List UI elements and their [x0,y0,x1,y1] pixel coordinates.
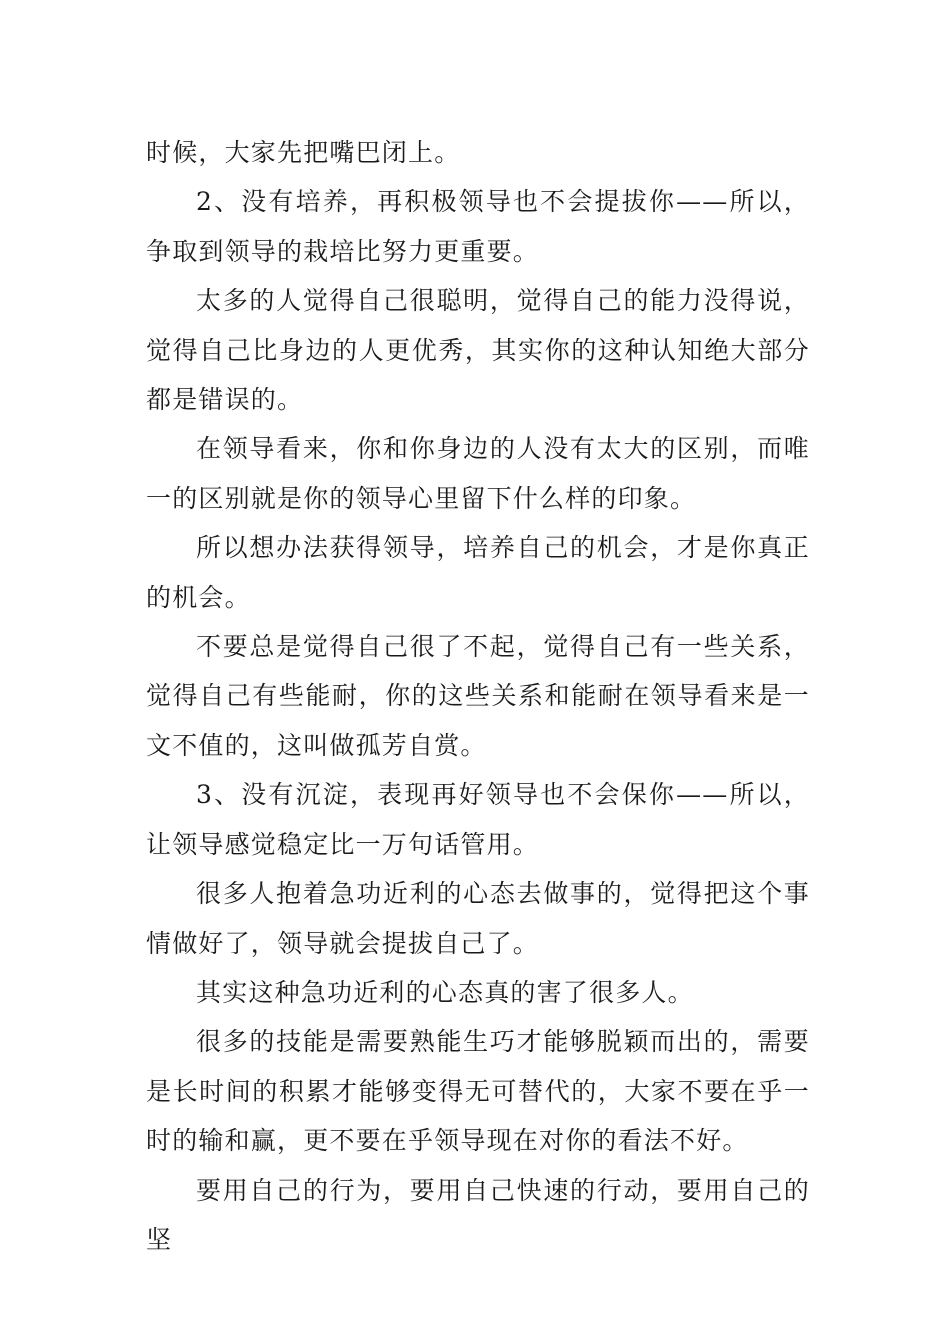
paragraph-continued: 时候，大家先把嘴巴闭上。 [146,138,461,167]
paragraph: 很多人抱着急功近利的心态去做事的，觉得把这个事情做好了，领导就会提拔自己了。 [146,879,810,958]
paragraph: 不要总是觉得自己很了不起，觉得自己有一些关系，觉得自己有些能耐，你的这些关系和能耐在领导看来是一文不值的，这叫做孤芳自赏。 [146,632,810,760]
paragraph-point-2: 2、没有培养，再积极领导也不会提拔你——所以，争取到领导的栽培比努力更重要。 [146,187,810,266]
paragraph: 很多的技能是需要熟能生巧才能够脱颖而出的，需要是长时间的积累才能够变得无可替代的，大家不要在乎一时的输和赢，更不要在乎领导现在对你的看法不好。 [146,1027,810,1156]
document-body [146,128,810,1264]
paragraph-point-3: 3、没有沉淀，表现再好领导也不会保你——所以，让领导感觉稳定比一万句话管用。 [146,780,810,859]
paragraph: 在领导看来，你和你身边的人没有太大的区别，而唯一的区别就是你的领导心里留下什么样的印象。 [146,434,810,513]
paragraph-truncated: 要用自己的行为，要用自己快速的行动，要用自己的坚 [146,1175,810,1254]
paragraph: 所以想办法获得领导，培养自己的机会，才是你真正的机会。 [146,533,810,612]
paragraph: 其实这种急功近利的心态真的害了很多人。 [196,977,694,1007]
paragraph: 太多的人觉得自己很聪明，觉得自己的能力没得说，觉得自己比身边的人更优秀，其实你的这种认知绝大部分都是错误的。 [146,286,810,415]
